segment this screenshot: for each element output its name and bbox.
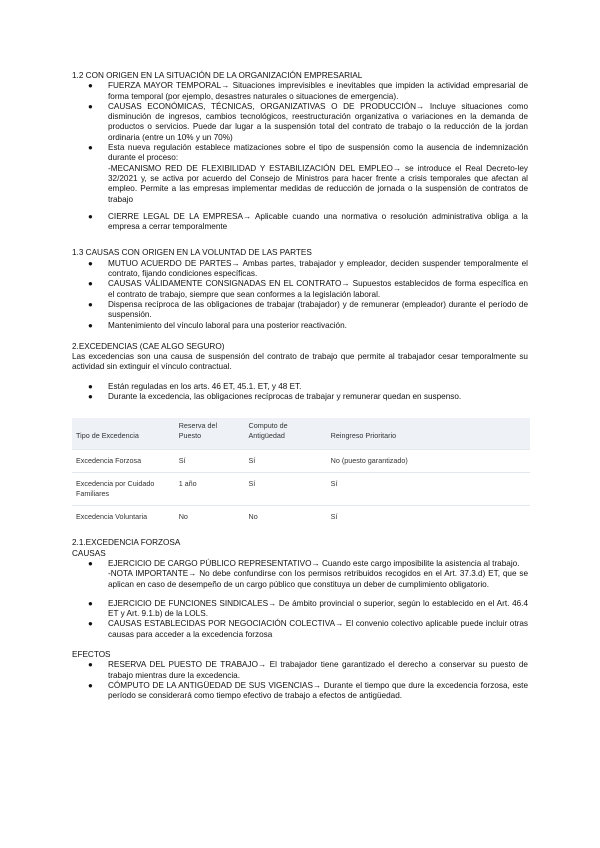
table-cell: Excedencia Voluntaria (72, 506, 175, 529)
list-item: ● CAUSAS ESTABLECIDAS POR NEGOCIACIÓN COLECTIVA→ El convenio colectivo aplicable puede incluir otras causas para acceder a la excedencia forzosa (88, 619, 528, 639)
list-item: ● EJERCICIO DE FUNCIONES SINDICALES→ De ámbito provincial o superior, según lo establecido en el Art. 46.4 ET y Art. 9.1.b) de la LOLS. (88, 598, 528, 619)
section-heading-1-2: 1.2 CON ORIGEN EN LA SITUACIÓN DE LA ORGANIZACIÓN EMPRESARIAL (72, 71, 363, 80)
bullet-icon: ● (88, 320, 93, 330)
bullet-icon: ● (88, 680, 93, 690)
bullet-icon: ● (88, 211, 93, 221)
efectos-label: EFECTOS (72, 649, 111, 659)
table-cell: No (245, 506, 327, 529)
bullet-icon: ● (88, 598, 93, 608)
list-item: ● Durante la excedencia, las obligaciones recíprocas de trabajar y remunerar quedan en suspenso. (88, 392, 462, 402)
table-cell: Sí (327, 506, 530, 529)
list-efectos (72, 660, 528, 701)
excedencias-intro: Las excedencias son una causa de suspensión del contrato de trabajo que permite al trabajador cesar temporalmente su actividad sin extinguir el vínculo contractual. (72, 352, 528, 372)
table-cell: 1 año (175, 473, 245, 506)
list-1-3 (72, 259, 528, 331)
bullet-icon: ● (88, 381, 93, 391)
table-cell: Sí (245, 450, 327, 473)
bullet-icon: ● (88, 558, 93, 568)
header-reingreso: Reingreso Prioritario (327, 418, 530, 450)
causas-label: CAUSAS (72, 548, 106, 558)
bullet-icon: ● (88, 299, 93, 309)
list-item: ● MUTUO ACUERDO DE PARTES→ Ambas partes, trabajador y empleador, deciden suspender temporalmente el contrato, fijando condiciones específicas. (88, 258, 528, 279)
nota-importante: -NOTA IMPORTANTE→ No debe confundirse con los permisos retribuidos recogidos en el Art. 37.3.d) ET, que se aplican en caso de desempeño de un cargo público que constituya un deber de cumplimiento obligatorio. (108, 569, 528, 589)
list-causas (72, 559, 528, 640)
section-heading-2-1: 2.1.EXCEDENCIA FORZOSA (72, 538, 181, 548)
bullet-icon: ● (88, 81, 93, 91)
table-cell: Excedencia por Cuidado Familiares (72, 473, 175, 506)
table-cell: No (puesto garantizado) (327, 450, 530, 473)
table-cell: Sí (245, 473, 327, 506)
list-item: ● RESERVA DEL PUESTO DE TRABAJO→ El trabajador tiene garantizado el derecho a conservar su puesto de trabajo mientras dure la excedencia. (88, 660, 528, 680)
mecanismo-red-paragraph: -MECANISMO RED DE FLEXIBILIDAD Y ESTABILIZACIÓN DEL EMPLEO→ se introduce el Real Decreto-ley 32/2021 y, se activa por acuerdo del Consejo de Ministros para hacer frente a crisis temporales que afectan al empleo. Permite a las empresas implementar medidas de reducción de jornada o la suspensión de contratos de trabajo (108, 163, 528, 204)
bullet-icon: ● (88, 101, 93, 111)
list-item: ● Están reguladas en los arts. 46 ET, 45.1. ET, y 48 ET. (88, 381, 302, 391)
table-cell: Sí (175, 450, 245, 473)
table-cell: Sí (327, 473, 530, 506)
bullet-icon: ● (88, 258, 93, 268)
header-reserva: Reserva del Puesto (175, 418, 245, 450)
header-computo: Computo de Antigüedad (245, 418, 327, 450)
table-header-row (72, 418, 530, 450)
table-cell: No (175, 506, 245, 529)
bullet-icon: ● (88, 279, 93, 289)
bullet-icon: ● (88, 660, 93, 670)
list-item: ● CAUSAS VÁLIDAMENTE CONSIGNADAS EN EL CONTRATO→ Supuestos establecidos de forma específica en el contrato de trabajo, siempre que sean conformes a la legislación laboral. (88, 279, 528, 299)
section-heading-2: 2.EXCEDENCIAS (CAE ALGO SEGURO) (72, 341, 225, 351)
document-page (72, 70, 528, 701)
excedencias-table (72, 418, 530, 528)
list-2 (72, 382, 528, 403)
list-item: ● CIERRE LEGAL DE LA EMPRESA→ Aplicable cuando una normativa o resolución administrativa obliga a la empresa a cerrar temporalmente (88, 211, 528, 232)
list-item: ● CÓMPUTO DE LA ANTIGÜEDAD DE SUS VIGENCIAS→ Durante el tiempo que dure la excedencia forzosa, este período se considerará como tiempo efectivo de trabajo a efectos de antigüedad. (88, 680, 528, 701)
list-item: ● FUERZA MAYOR TEMPORAL→ Situaciones imprevisibles e inevitables que impiden la actividad empresarial de forma temporal (por ejemplo, desastres naturales o situaciones de emergencia). (88, 81, 528, 101)
list-item: ● EJERCICIO DE CARGO PÚBLICO REPRESENTATIVO→ Cuando este cargo imposibilite la asistencia al trabajo. -NOTA IMPORTANTE→ No debe confundirse con los permisos retribuidos recogidos en el Art. 37.3.d) ET, que se aplican en caso de desempeño de un cargo público que constituya un deber de cumplimiento obligatorio. (88, 558, 528, 589)
list-1-2 (72, 81, 528, 232)
section-heading-1-3: 1.3 CAUSAS CON ORIGEN EN LA VOLUNTAD DE LAS PARTES (72, 248, 312, 258)
table-row (72, 506, 530, 529)
list-item: ● CAUSAS ECONÓMICAS, TÉCNICAS, ORGANIZATIVAS O DE PRODUCCIÓN→ Incluye situaciones como disminución de ingresos, cambios tecnológicos, reestructuración organizativa o variaciones en la demanda de productos o servicios. Puede dar lugar a la suspensión total del contrato de trabajo o la reducción de la jordan ordinaria (entre un 10% y un 70%) (88, 101, 528, 142)
bullet-icon: ● (88, 619, 93, 629)
table-cell: Excedencia Forzosa (72, 450, 175, 473)
list-item: ● Dispensa recíproca de las obligaciones de trabajar (trabajador) y de remunerar (empleador) durante el período de suspensión. (88, 299, 528, 320)
table-row (72, 450, 530, 473)
header-tipo: Tipo de Excedencia (72, 418, 175, 450)
list-item: ● Mantenimiento del vínculo laboral para una posterior reactivación. (88, 320, 347, 330)
table-row (72, 473, 530, 506)
bullet-icon: ● (88, 392, 93, 402)
list-item: ● Esta nueva regulación establece matizaciones sobre el tipo de suspensión como la ausencia de indemnización durante el proceso: -MECANISMO RED DE FLEXIBILIDAD Y ESTABILIZACIÓN DEL EMPLEO→ se introduce el Real Decreto-ley 32/2021 y, se activa por acuerdo del Consejo de Ministros para hacer frente a crisis temporales que afectan al empleo. Permite a las empresas implementar medidas de reducción de jornada o la suspensión de contratos de trabajo (88, 143, 528, 204)
bullet-icon: ● (88, 143, 93, 153)
